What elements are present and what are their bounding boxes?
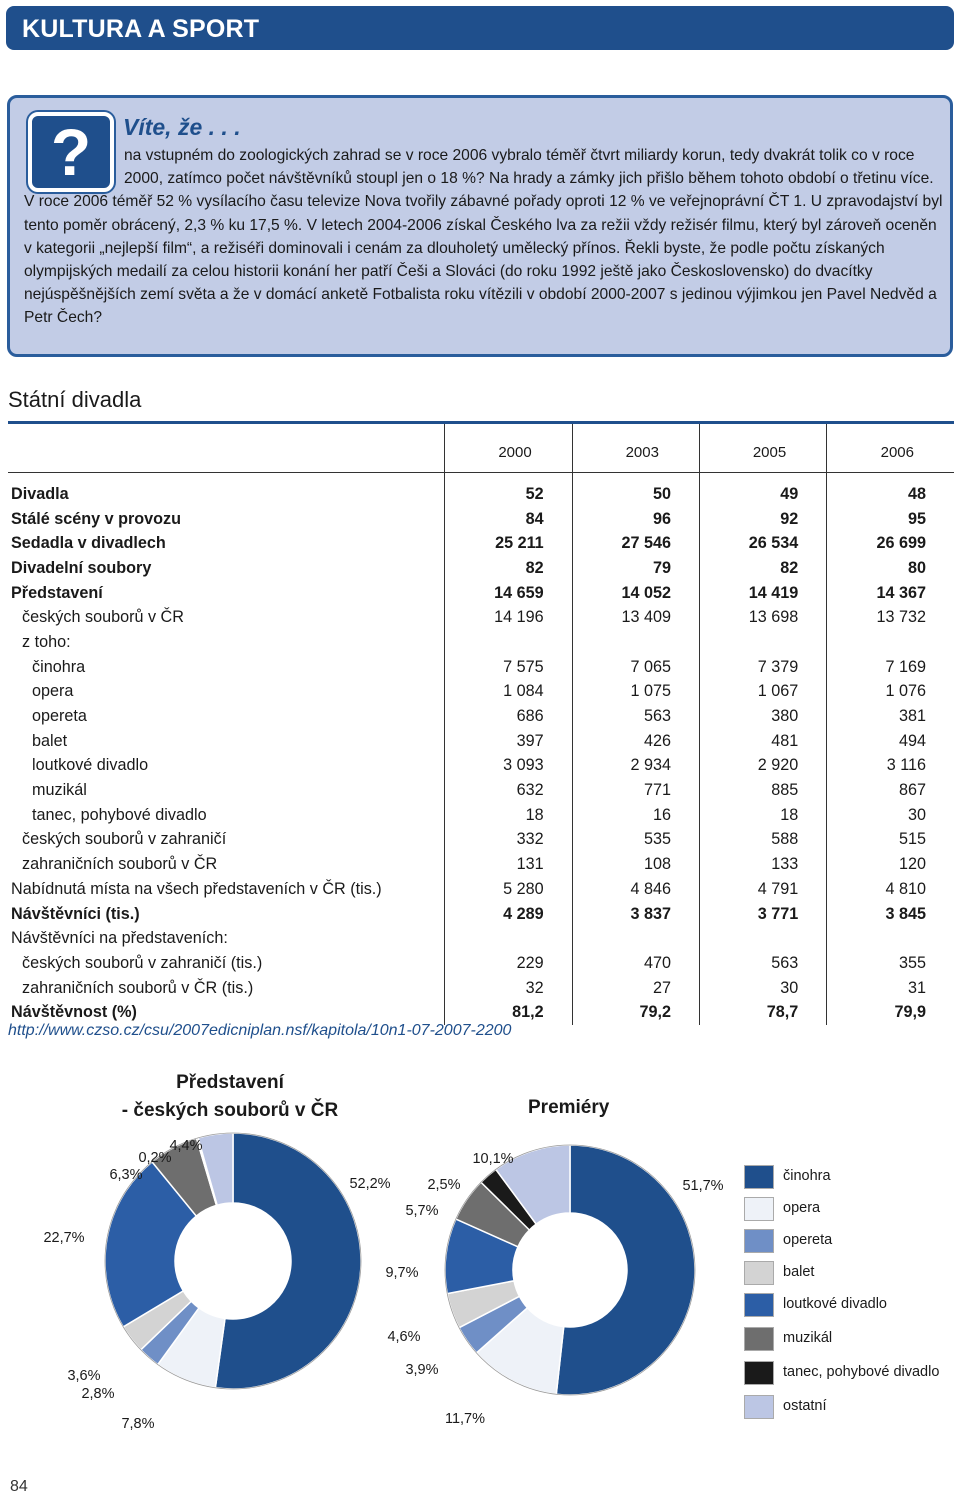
section-header [6,6,954,50]
row-value: 426 [572,729,699,754]
row-value [572,926,699,951]
row-value: 867 [827,778,954,803]
table-header-year: 2000 [445,434,572,472]
row-label: českých souborů v zahraničí [22,830,227,849]
row-value: 30 [699,976,826,1001]
table-row [8,556,954,581]
did-you-know-text-block [24,144,944,330]
row-label: Sedadla v divadlech [11,534,166,553]
did-you-know-text: na vstupném do zoologických zahrad se v roce 2006 vybralo téměř čtvrt miliardy korun, tedy dvakrát tolik co v roce 2000, zatímco počet návštěvníků stoupl jen o 18 %? Na hrady a zámky jich přišlo během tohoto období o třetinu více. V roce 2006 téměř 52 % vysílacího času televize Nova tvořily zábavné pořady oproti 12 % ve veřejnoprávní ČT 1. U zpravodajství byl tento poměr obrácený, 2,3 % ku 17,5 %. V letech 2004-2006 získal Českého lva za režii vždy režisér filmu, který byl zároveň oceněn v kategorii „nejlepší film“, a režiséři dominovali i cenám za dlouholetý umělecký přínos. Řekli byste, že podle počtu získaných olympijských medailí za celou historii konání her patří Češi a Slováci (do roku 1992 ještě jako Československo) do dvacítky nejúspěšnějších zemí světa a že v domácí anketě Fotbalista roku vítězili v období 2000-2007 s jedinou výjimkou jen Pavel Nedvěd a Petr Čech? [24,147,943,327]
pie-data-label: 52,2% [349,1176,391,1192]
row-label: Návštěvníci na představeních: [11,929,228,948]
row-value: 535 [572,828,699,853]
row-value: 885 [699,778,826,803]
row-value: 32 [445,976,572,1001]
row-value: 3 771 [699,902,826,927]
row-label: zahraničních souborů v ČR (tis.) [22,978,254,997]
row-value [699,926,826,951]
table-row [8,902,954,927]
legend-item [741,1361,951,1387]
row-value: 3 116 [827,754,954,779]
legend-swatch [744,1229,774,1253]
did-you-know-box [7,95,953,357]
row-value: 470 [572,951,699,976]
row-value: 13 732 [827,605,954,630]
table-row [8,482,954,507]
row-value: 563 [699,951,826,976]
row-value: 18 [445,803,572,828]
table-header-year: 2006 [827,434,954,472]
row-value: 14 659 [445,581,572,606]
table-header-year: 2003 [572,434,699,472]
pie-data-label: 9,7% [385,1265,419,1281]
row-label: Stálé scény v provozu [11,509,182,528]
pie-data-label: 7,8% [121,1416,155,1432]
row-value: 18 [699,803,826,828]
legend-swatch [744,1361,774,1385]
row-value: 7 575 [445,655,572,680]
row-value: 96 [572,507,699,532]
table-row [8,778,954,803]
row-value: 49 [699,482,826,507]
pie-data-label: 11,7% [444,1411,486,1427]
row-value: 1 076 [827,680,954,705]
row-value: 26 534 [699,531,826,556]
row-value [572,630,699,655]
row-value: 1 075 [572,680,699,705]
row-value: 27 [572,976,699,1001]
pie-slice [556,1145,695,1395]
icon-spacer [24,144,124,190]
row-value: 26 699 [827,531,954,556]
legend-label: ostatní [783,1398,827,1414]
row-label: tanec, pohybové divadlo [32,805,207,824]
row-label: Návštěvníci (tis.) [11,904,140,923]
row-value: 229 [445,951,572,976]
question-mark-icon: ? [28,112,114,192]
row-value: 131 [445,852,572,877]
legend-label: tanec, pohybové divadlo [783,1364,940,1380]
pie-data-label: 10,1% [472,1151,514,1167]
theatre-stats-table [8,424,954,1025]
row-value: 588 [699,828,826,853]
legend-item [741,1395,951,1421]
legend-label: činohra [783,1168,831,1184]
row-value: 332 [445,828,572,853]
row-value: 78,7 [699,1000,826,1025]
row-value: 133 [699,852,826,877]
row-value: 14 052 [572,581,699,606]
pie-data-label: 2,8% [81,1386,115,1402]
row-value: 563 [572,704,699,729]
table-header-year: 2005 [699,434,826,472]
row-value: 14 419 [699,581,826,606]
row-label: opera [32,682,74,701]
table-row [8,704,954,729]
row-label: Představení [11,583,103,602]
row-value [699,630,826,655]
table-row [8,828,954,853]
table-row [8,852,954,877]
source-link[interactable]: http://www.czso.cz/csu/2007edicniplan.nsf/kapitola/10n1-07-2007-2200 [8,1022,512,1039]
row-value: 79,2 [572,1000,699,1025]
row-value: 27 546 [572,531,699,556]
row-value: 52 [445,482,572,507]
legend-label: muzikál [783,1330,833,1346]
row-value: 7 065 [572,655,699,680]
row-value: 81,2 [445,1000,572,1025]
row-value: 3 845 [827,902,954,927]
table-row [8,926,954,951]
row-label: činohra [32,657,86,676]
section-title: Státní divadla [8,387,142,412]
row-label: českých souborů v zahraničí (tis.) [22,953,263,972]
row-value: 13 698 [699,605,826,630]
row-value [827,926,954,951]
row-value: 4 289 [445,902,572,927]
table-row [8,655,954,680]
row-value: 82 [445,556,572,581]
pie-data-label: 6,3% [109,1167,143,1183]
row-value: 4 846 [572,877,699,902]
row-value: 1 067 [699,680,826,705]
table-row [8,680,954,705]
legend-label: opera [783,1200,821,1216]
legend-item [741,1327,951,1353]
table-header-blank [8,434,445,472]
legend-item [741,1229,951,1255]
row-value: 3 837 [572,902,699,927]
table-row [8,951,954,976]
row-value: 4 810 [827,877,954,902]
legend-swatch [744,1395,774,1419]
chart-title-premieres: Premiéry [528,1097,610,1118]
pie-data-label: 2,5% [427,1177,461,1193]
row-value: 515 [827,828,954,853]
pie-data-label: 5,7% [405,1203,439,1219]
chart-title-performances [100,1069,360,1125]
legend-swatch [744,1261,774,1285]
table-row [8,754,954,779]
row-value: 50 [572,482,699,507]
row-label: českých souborů v ČR [22,608,184,627]
row-value: 14 367 [827,581,954,606]
pie-data-label: 3,6% [67,1368,101,1384]
row-value: 7 379 [699,655,826,680]
legend-swatch [744,1165,774,1189]
table-row [8,630,954,655]
row-value: 2 920 [699,754,826,779]
section-header-title: KULTURA A SPORT [22,15,260,43]
row-value: 79 [572,556,699,581]
row-value: 494 [827,729,954,754]
row-value: 48 [827,482,954,507]
table-row [8,507,954,532]
pie-data-label: 4,6% [387,1329,421,1345]
row-value: 632 [445,778,572,803]
row-value: 79,9 [827,1000,954,1025]
table-row [8,729,954,754]
row-value: 380 [699,704,826,729]
row-value: 686 [445,704,572,729]
row-value: 25 211 [445,531,572,556]
row-value: 14 196 [445,605,572,630]
row-label: Divadla [11,484,69,503]
legend-label: balet [783,1264,815,1280]
row-label: balet [32,731,68,750]
row-value: 82 [699,556,826,581]
row-label: muzikál [32,781,87,800]
row-value: 4 791 [699,877,826,902]
did-you-know-heading: Víte, že . . . [123,114,241,140]
pie-data-label: 51,7% [682,1178,724,1194]
pie-data-label: 0,2% [138,1150,172,1166]
row-value: 92 [699,507,826,532]
row-value: 355 [827,951,954,976]
row-label: loutkové divadlo [32,756,149,775]
row-label: opereta [32,707,87,726]
row-value: 1 084 [445,680,572,705]
row-value: 16 [572,803,699,828]
table-row [8,803,954,828]
row-value: 5 280 [445,877,572,902]
row-value: 95 [827,507,954,532]
row-value: 3 093 [445,754,572,779]
table-row [8,605,954,630]
legend-swatch [744,1197,774,1221]
legend-item [741,1165,951,1191]
pie-data-label: 3,9% [405,1362,439,1378]
row-value: 31 [827,976,954,1001]
row-value: 2 934 [572,754,699,779]
page-number: 84 [10,1478,28,1495]
row-label: Divadelní soubory [11,558,152,577]
legend-label: opereta [783,1232,833,1248]
legend-swatch [744,1293,774,1317]
row-value: 7 169 [827,655,954,680]
row-value: 397 [445,729,572,754]
row-value: 84 [445,507,572,532]
row-value: 13 409 [572,605,699,630]
row-value: 108 [572,852,699,877]
row-value [445,926,572,951]
row-value [445,630,572,655]
pie-data-label: 4,4% [169,1138,203,1154]
row-value: 771 [572,778,699,803]
legend-item [741,1197,951,1223]
pie-slice [215,1133,361,1389]
pie-data-label: 22,7% [43,1230,85,1246]
legend-label: loutkové divadlo [783,1296,887,1312]
row-value: 30 [827,803,954,828]
legend-item [741,1293,951,1319]
legend-item [741,1261,951,1287]
row-value: 381 [827,704,954,729]
row-label: Nabídnutá místa na všech představeních v ČR (tis.) [11,879,382,898]
row-value: 481 [699,729,826,754]
table-row [8,531,954,556]
table-row [8,581,954,606]
table-row [8,877,954,902]
legend-swatch [744,1327,774,1351]
row-label: Návštěvnost (%) [11,1003,137,1022]
chart-title-line2: - českých souborů v ČR [121,1100,339,1121]
chart-title-line1: Představení [176,1072,284,1093]
row-value [827,630,954,655]
row-value: 80 [827,556,954,581]
row-value: 120 [827,852,954,877]
row-label: z toho: [22,632,71,651]
table-row [8,976,954,1001]
row-label: zahraničních souborů v ČR [22,855,218,874]
